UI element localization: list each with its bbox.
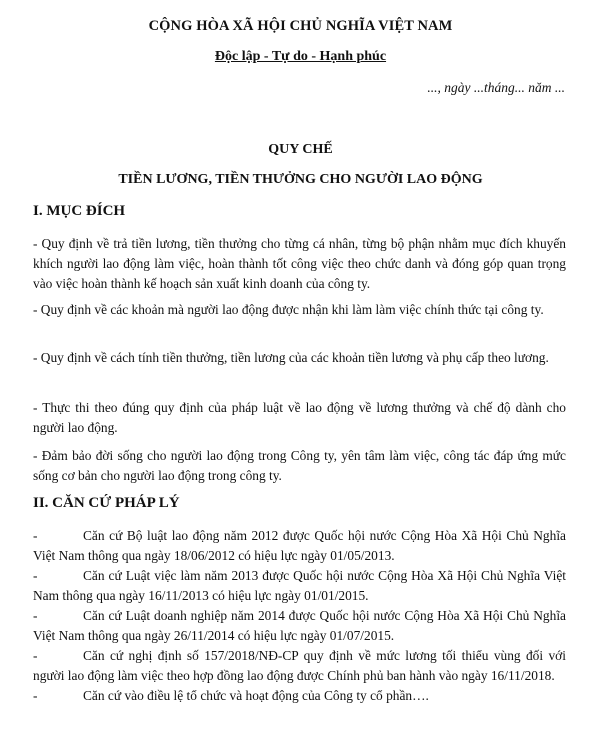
list-marker: -	[33, 528, 38, 543]
legal-basis-item	[33, 606, 566, 646]
section-heading-legal-basis: II. CĂN CỨ PHÁP LÝ	[33, 495, 180, 511]
legal-basis-item	[33, 646, 566, 686]
list-marker: -	[33, 568, 38, 583]
legal-basis-text: Căn cứ Bộ luật lao động năm 2012 được Quốc hội nước Cộng Hòa Xã Hội Chủ Nghĩa Việt Nam thông qua ngày 18/06/2012 có hiệu lực ngày 01/05/2013.	[33, 528, 566, 563]
list-marker: -	[33, 688, 38, 703]
purpose-paragraph: - Quy định về các khoản mà người lao động được nhận khi làm làm việc chính thức tại công ty.	[33, 302, 544, 317]
legal-basis-item	[33, 686, 566, 706]
document-title: QUY CHẾ	[268, 142, 333, 157]
purpose-paragraph: - Quy định về cách tính tiền thưởng, tiền lương của các khoản tiền lương và phụ cấp theo lương.	[33, 350, 549, 365]
list-marker: -	[33, 648, 38, 663]
legal-basis-text: Căn cứ nghị định số 157/2018/NĐ-CP quy định về mức lương tối thiểu vùng đối với người lao động làm việc theo hợp đồng lao động được Chính phủ ban hành vào ngày 16/11/2018.	[33, 648, 566, 683]
legal-basis-list	[33, 526, 566, 706]
legal-basis-item	[33, 526, 566, 566]
purpose-paragraph: - Đảm bảo đời sống cho người lao động trong Công ty, yên tâm làm việc, công tác đáp ứng mức sống cơ bản cho người lao động trong công ty.	[33, 448, 566, 483]
section-heading-purpose: I. MỤC ĐÍCH	[33, 203, 126, 219]
date-line: ..., ngày ...tháng... năm ...	[427, 80, 565, 95]
legal-basis-text: Căn cứ vào điều lệ tổ chức và hoạt động của Công ty cổ phần….	[83, 688, 429, 703]
national-motto: Độc lập - Tự do - Hạnh phúc	[214, 49, 387, 64]
document-subtitle: TIỀN LƯƠNG, TIỀN THƯỞNG CHO NGƯỜI LAO ĐỘNG	[118, 172, 483, 187]
list-marker: -	[33, 608, 38, 623]
legal-basis-text: Căn cứ Luật việc làm năm 2013 được Quốc hội nước Cộng Hòa Xã Hội Chủ Nghĩa Việt Nam thông qua ngày 16/11/2013 có hiệu lực ngày 01/01/2015.	[33, 568, 566, 603]
legal-basis-text: Căn cứ Luật doanh nghiệp năm 2014 được Quốc hội nước Cộng Hòa Xã Hội Chủ Nghĩa Việt Nam thông qua ngày 26/11/2014 có hiệu lực ngày 01/07/2015.	[33, 608, 566, 643]
purpose-paragraph: - Quy định về trả tiền lương, tiền thưởng cho từng cá nhân, từng bộ phận nhằm mục đích khuyến khích người lao động làm việc, hoàn thành tốt công việc theo chức danh và đóng góp quan trọng vào việc hoàn thành kế hoạch sản xuất kinh doanh của công ty.	[33, 236, 566, 291]
national-title: CỘNG HÒA XÃ HỘI CHỦ NGHĨA VIỆT NAM	[148, 18, 453, 34]
purpose-paragraph: - Thực thi theo đúng quy định của pháp luật về lao động về lương thưởng và chế độ dành cho người lao động.	[33, 400, 566, 435]
legal-basis-item	[33, 566, 566, 606]
